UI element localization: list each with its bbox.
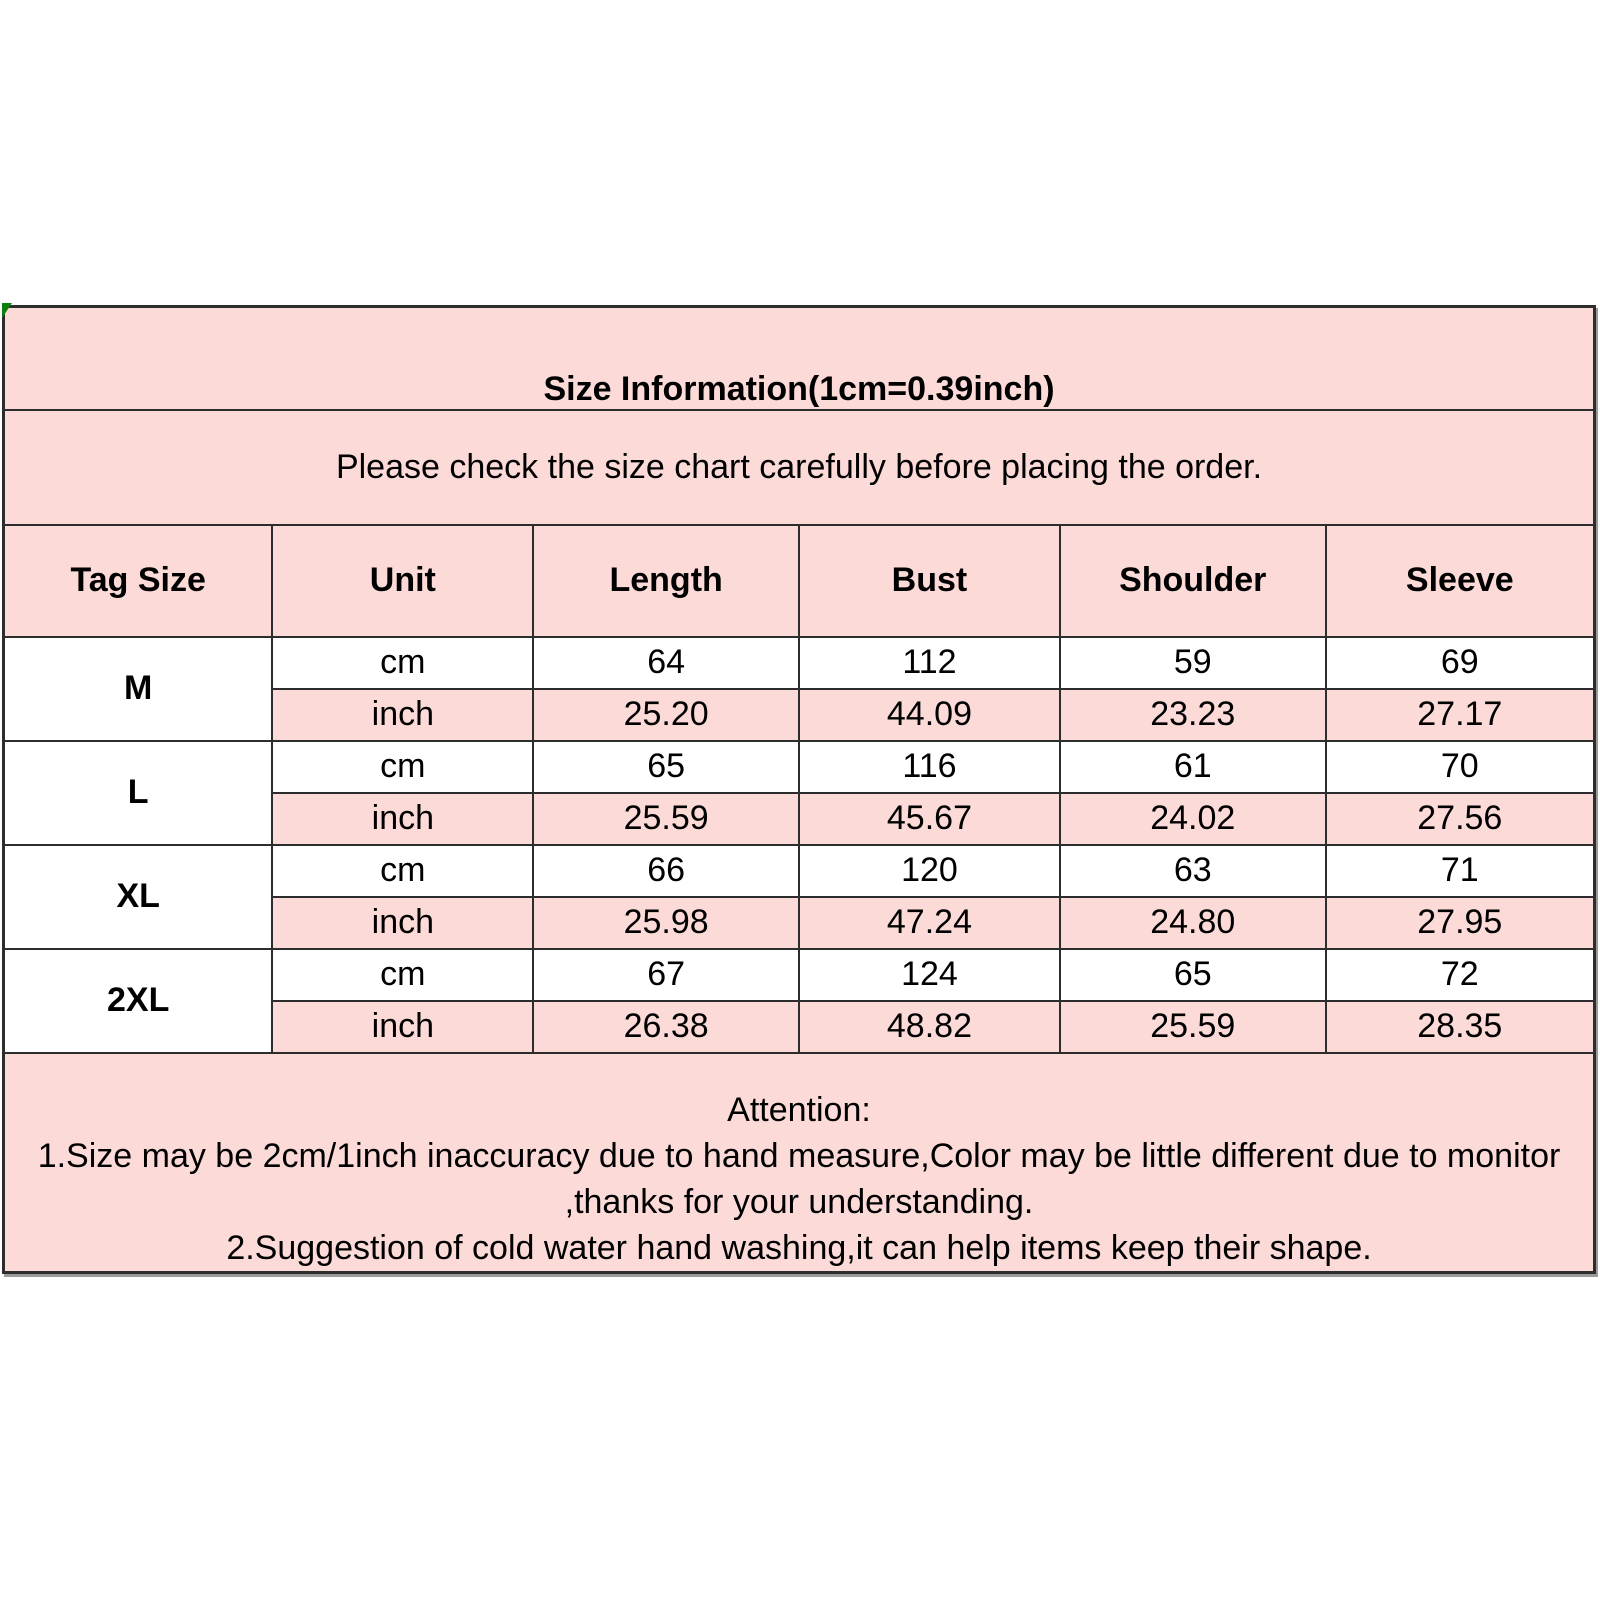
- cell-shoulder-cm: 61: [1060, 741, 1326, 793]
- cell-bust-cm: 120: [799, 845, 1060, 897]
- cell-length-cm: 65: [533, 741, 799, 793]
- cell-bust-cm: 124: [799, 949, 1060, 1001]
- tag-size-l: L: [4, 741, 273, 845]
- cell-bust-inch: 44.09: [799, 689, 1060, 741]
- unit-label-cm: cm: [272, 637, 533, 689]
- cell-sleeve-inch: 27.17: [1326, 689, 1595, 741]
- unit-label-inch: inch: [272, 689, 533, 741]
- unit-label-cm: cm: [272, 949, 533, 1001]
- unit-label-cm: cm: [272, 845, 533, 897]
- cell-length-inch: 25.20: [533, 689, 799, 741]
- tag-size-m: M: [4, 637, 273, 741]
- cell-bust-inch: 48.82: [799, 1001, 1060, 1053]
- attention-block: [4, 1053, 1595, 1273]
- cell-sleeve-inch: 27.56: [1326, 793, 1595, 845]
- size-chart-table: [2, 305, 1596, 1274]
- attention-heading: Attention:: [727, 1091, 871, 1129]
- cell-bust-inch: 47.24: [799, 897, 1060, 949]
- tag-size-2xl: 2XL: [4, 949, 273, 1053]
- unit-label-inch: inch: [272, 897, 533, 949]
- cell-length-inch: 26.38: [533, 1001, 799, 1053]
- cell-shoulder-cm: 63: [1060, 845, 1326, 897]
- cell-sleeve-cm: 70: [1326, 741, 1595, 793]
- header-row: [4, 525, 1595, 637]
- column-header-bust: Bust: [799, 525, 1060, 637]
- attention-note-2: 2.Suggestion of cold water hand washing,it can help items keep their shape.: [226, 1229, 1372, 1267]
- cell-shoulder-cm: 59: [1060, 637, 1326, 689]
- unit-label-inch: inch: [272, 1001, 533, 1053]
- table-row-xl-cm: [4, 845, 1595, 897]
- table-row-2xl-cm: [4, 949, 1595, 1001]
- column-header-shoulder: Shoulder: [1060, 525, 1326, 637]
- unit-label-inch: inch: [272, 793, 533, 845]
- cell-bust-cm: 112: [799, 637, 1060, 689]
- cell-shoulder-inch: 25.59: [1060, 1001, 1326, 1053]
- cell-sleeve-inch: 27.95: [1326, 897, 1595, 949]
- cell-shoulder-inch: 24.80: [1060, 897, 1326, 949]
- attention-note-1: 1.Size may be 2cm/1inch inaccuracy due to hand measure,Color may be little different due to monitor ,thanks for your understanding.: [37, 1137, 1561, 1221]
- cell-length-inch: 25.98: [533, 897, 799, 949]
- cell-length-cm: 66: [533, 845, 799, 897]
- table-row-l-cm: [4, 741, 1595, 793]
- cell-shoulder-inch: 24.02: [1060, 793, 1326, 845]
- title-row: [4, 307, 1595, 410]
- cell-shoulder-inch: 23.23: [1060, 689, 1326, 741]
- cell-bust-cm: 116: [799, 741, 1060, 793]
- cell-sleeve-cm: 69: [1326, 637, 1595, 689]
- column-header-tag-size: Tag Size: [4, 525, 273, 637]
- tag-size-xl: XL: [4, 845, 273, 949]
- cell-length-inch: 25.59: [533, 793, 799, 845]
- cell-bust-inch: 45.67: [799, 793, 1060, 845]
- column-header-sleeve: Sleeve: [1326, 525, 1595, 637]
- chart-subtitle: Please check the size chart carefully before placing the order.: [4, 410, 1595, 525]
- subtitle-row: [4, 410, 1595, 525]
- cell-length-cm: 64: [533, 637, 799, 689]
- corner-marker-icon: [2, 303, 12, 318]
- column-header-length: Length: [533, 525, 799, 637]
- cell-sleeve-cm: 71: [1326, 845, 1595, 897]
- unit-label-cm: cm: [272, 741, 533, 793]
- column-header-unit: Unit: [272, 525, 533, 637]
- cell-shoulder-cm: 65: [1060, 949, 1326, 1001]
- cell-sleeve-inch: 28.35: [1326, 1001, 1595, 1053]
- chart-title: Size Information(1cm=0.39inch): [4, 307, 1595, 410]
- table-row-m-cm: [4, 637, 1595, 689]
- cell-sleeve-cm: 72: [1326, 949, 1595, 1001]
- attention-row: [4, 1053, 1595, 1273]
- cell-length-cm: 67: [533, 949, 799, 1001]
